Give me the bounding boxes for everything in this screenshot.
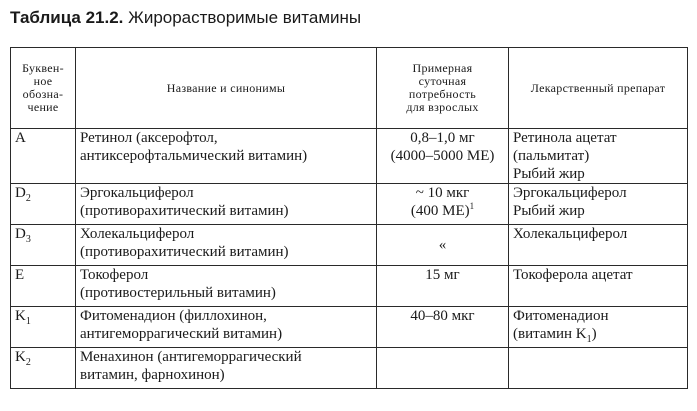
caption-title: Жирорастворимые витамины [128, 8, 362, 27]
vitamin-letter: $K_2$ [11, 348, 76, 389]
vitamin-drug: Эргокальциферол Рыбий жир [509, 184, 688, 225]
vitamin-drug [509, 348, 688, 389]
vitamin-name: Фитоменадион (филлохинон, антигеморрагический витамин) [76, 307, 377, 348]
vitamin-dose: 15 мг [377, 266, 509, 307]
table-row [11, 307, 688, 348]
vitamin-name: Менахинон (антигеморрагический витамин, фарнохинон) [76, 348, 377, 389]
vitamin-name: Эргокальциферол (противорахитический витамин) [76, 184, 377, 225]
caption-number: Таблица 21.2. [10, 8, 124, 27]
vitamin-name: Ретинол (аксерофтол, антиксерофтальмический витамин) [76, 129, 377, 184]
table-row [11, 225, 688, 266]
vitamin-drug: Ретинола ацетат (пальмитат) Рыбий жир [509, 129, 688, 184]
vitamin-dose: 0,8–1,0 мг (4000–5000 МЕ) [377, 129, 509, 184]
vitamin-dose [377, 348, 509, 389]
table-row [11, 184, 688, 225]
vitamin-letter: $K_1$ [11, 307, 76, 348]
header-drug: Лекарственный препарат [509, 48, 688, 129]
vitamin-letter: A [11, 129, 76, 184]
vitamin-drug: Холекальциферол [509, 225, 688, 266]
vitamin-drug: Фитоменадион (витамин $K_1$) [509, 307, 688, 348]
vitamin-letter: E [11, 266, 76, 307]
vitamin-name: Токоферол (противостерильный витамин) [76, 266, 377, 307]
vitamin-letter: $D_3$ [11, 225, 76, 266]
vitamin-letter: $D_2$ [11, 184, 76, 225]
vitamin-drug: Токоферола ацетат [509, 266, 688, 307]
vitamin-name: Холекальциферол (противорахитический витамин) [76, 225, 377, 266]
vitamin-dose: ~ 10 мкг (400 МЕ)$^1$ [377, 184, 509, 225]
table-row [11, 348, 688, 389]
table-row [11, 129, 688, 184]
header-letter: Буквен- ное обозна- чение [11, 48, 76, 129]
vitamin-dose: 40–80 мкг [377, 307, 509, 348]
header-dose: Примерная суточная потребность для взрослых [377, 48, 509, 129]
table-caption [10, 8, 361, 28]
vitamins-table [10, 47, 688, 389]
table-row [11, 266, 688, 307]
header-name: Название и синонимы [76, 48, 377, 129]
table-header-row [11, 48, 688, 129]
vitamin-dose: « [377, 225, 509, 266]
